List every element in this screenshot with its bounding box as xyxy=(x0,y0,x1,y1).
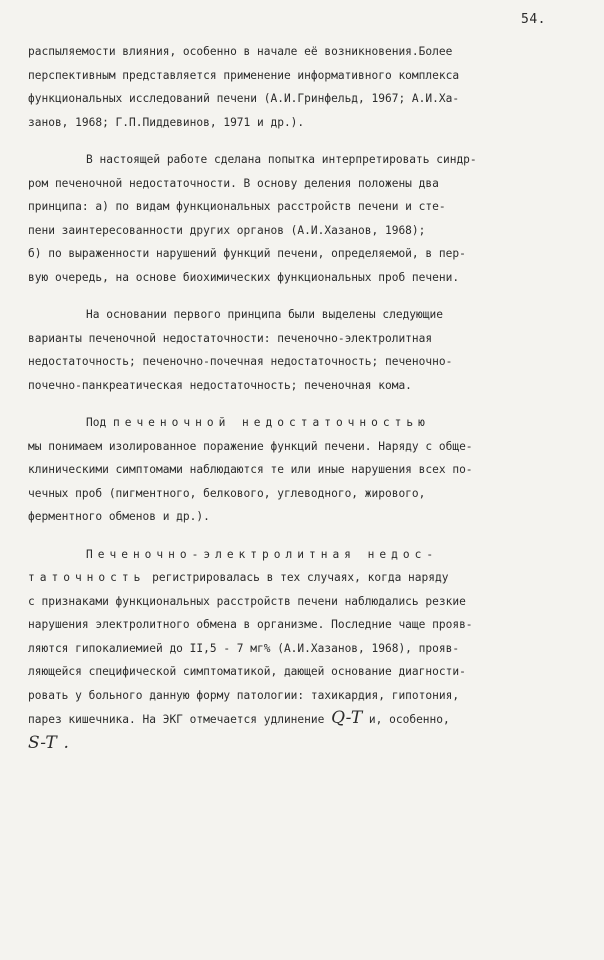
paragraph-5 xyxy=(28,543,564,757)
text-line: недостаточность; печеночно-почечная недостаточность; печеночно- xyxy=(28,355,453,368)
final-period: . xyxy=(63,732,69,753)
text-line: нарушения электролитного обмена в организме. Последние чаще прояв- xyxy=(28,618,473,631)
text-line: почечно-панкреатическая недостаточность; печеночная кома. xyxy=(28,378,412,392)
text-line: В настоящей работе сделана попытка интерпретировать синдр- xyxy=(86,153,477,166)
term-tail: регистрировалась в тех случаях, когда наряду xyxy=(152,571,449,584)
paragraph-3 xyxy=(28,303,564,397)
ecg-text: парез кишечника. На ЭКГ отмечается удлинение xyxy=(28,713,325,726)
text-line xyxy=(28,707,564,732)
text-line xyxy=(28,732,564,757)
text-line: ляющейся специфической симптоматикой, дающей основание диагности- xyxy=(28,665,466,678)
text-line: с признаками функциональных расстройств печени наблюдались резкие xyxy=(28,594,466,608)
text-line: клиническими симптомами наблюдаются те или иные нарушения всех по- xyxy=(28,463,473,476)
ecg-text-tail: и, особенно, xyxy=(368,713,450,726)
text-line: занов, 1968; Г.П.Пиддевинов, 1971 и др.). xyxy=(28,115,305,129)
text-line: перспективным представляется применение информативного комплекса xyxy=(28,68,460,82)
spaced-term: печеночной недостаточностью xyxy=(112,416,430,429)
page-number: 54. xyxy=(521,12,546,27)
text-line: принципа: а) по видам функциональных расстройств печени и сте- xyxy=(28,200,446,213)
lead-word: Под xyxy=(86,416,107,429)
text-line: функциональных исследований печени (А.И.Гринфельд, 1967; А.И.Ха- xyxy=(28,92,460,105)
handwritten-qt: Q-T xyxy=(331,708,363,728)
paragraph-1 xyxy=(28,40,564,134)
text-line: пени заинтересованности других органов (А.И.Хазанов, 1968); xyxy=(28,223,426,237)
text-line: варианты печеночной недостаточности: печеночно-электролитная xyxy=(28,331,433,345)
paragraph-4 xyxy=(28,411,564,529)
text-line: ляются гипокалиемией до II,5 - 7 мг% (А.И.Хазанов, 1968), прояв- xyxy=(28,641,460,655)
text-line: ферментного обменов и др.). xyxy=(28,510,210,523)
paragraph-2 xyxy=(28,148,564,289)
handwritten-st: S-T xyxy=(28,732,57,753)
text-line xyxy=(28,411,564,435)
text-line: вую очередь, на основе биохимических функциональных проб печени. xyxy=(28,270,460,284)
text-block xyxy=(28,40,564,770)
text-line: На основании первого принципа были выделены следующие xyxy=(86,308,443,321)
spaced-term: таточность xyxy=(28,571,146,584)
text-line: чечных проб (пигментного, белкового, углеводного, жирового, xyxy=(28,486,426,500)
spaced-term-line: Печеночно-электролитная недос- xyxy=(86,547,439,561)
text-line: мы понимаем изолированное поражение функций печени. Наряду с обще- xyxy=(28,439,473,453)
text-line: распыляемости влияния, особенно в начале её возникновения.Более xyxy=(28,45,453,58)
text-line: ровать у больного данную форму патологии: тахикардия, гипотония, xyxy=(28,688,460,702)
text-line: б) по выраженности нарушений функций печени, определяемой, в пер- xyxy=(28,247,466,260)
text-line xyxy=(28,566,564,590)
text-line: ром печеночной недостаточности. В основу деления положены два xyxy=(28,176,439,190)
